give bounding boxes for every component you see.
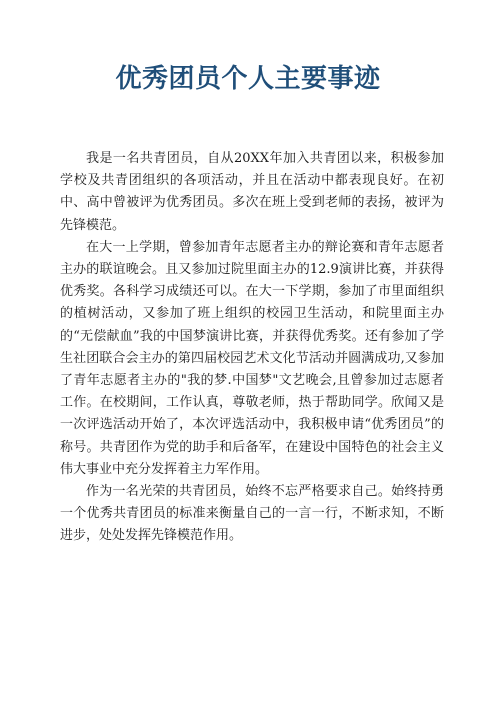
document-title: 优秀团员个人主要事迹 <box>115 64 381 94</box>
document-body <box>60 148 444 548</box>
paragraph-1: 我是一名共青团员，自从20XX年加入共青团以来，积极参加学校及共青团组织的各项活动，并且在活动中都表现良好。在初中、高中曾被评为优秀团员。多次在班上受到老师的表扬，被评为先锋模范。 <box>60 151 444 233</box>
paragraph-2: 在大一上学期，曾参加青年志愿者主办的辩论赛和青年志愿者主办的联谊晚会。且又参加过院里面主办的12.9演讲比赛，并获得优秀奖。各科学习成绩还可以。在大一下学期，参加了市里面组织的植树活动，又参加了班上组织的校园卫生活动，和院里面主办的“无偿献血”我的中国梦演讲比赛，并获得优秀奖。还有参加了学生社团联合会主办的第四届校园艺术文化节活动并圆满成功,又参加了青年志愿者主办的"我的梦.中国梦"文艺晚会,且曾参加过志愿者工作。在校期间，工作认真，尊敬老师，热于帮助同学。欣闻又是一次评选活动开始了，本次评选活动中，我积极申请“优秀团员”的称号。共青团作为党的助手和后备军，在建设中国特色的社会主义伟大事业中充分发挥着主力军作用。 <box>60 239 444 477</box>
paragraph-3: 作为一名光荣的共青团员，始终不忘严格要求自己。始终持勇一个优秀共青团员的标准来衡量自己的一言一行，不断求知，不断进步，处处发挥先锋模范作用。 <box>60 484 444 544</box>
